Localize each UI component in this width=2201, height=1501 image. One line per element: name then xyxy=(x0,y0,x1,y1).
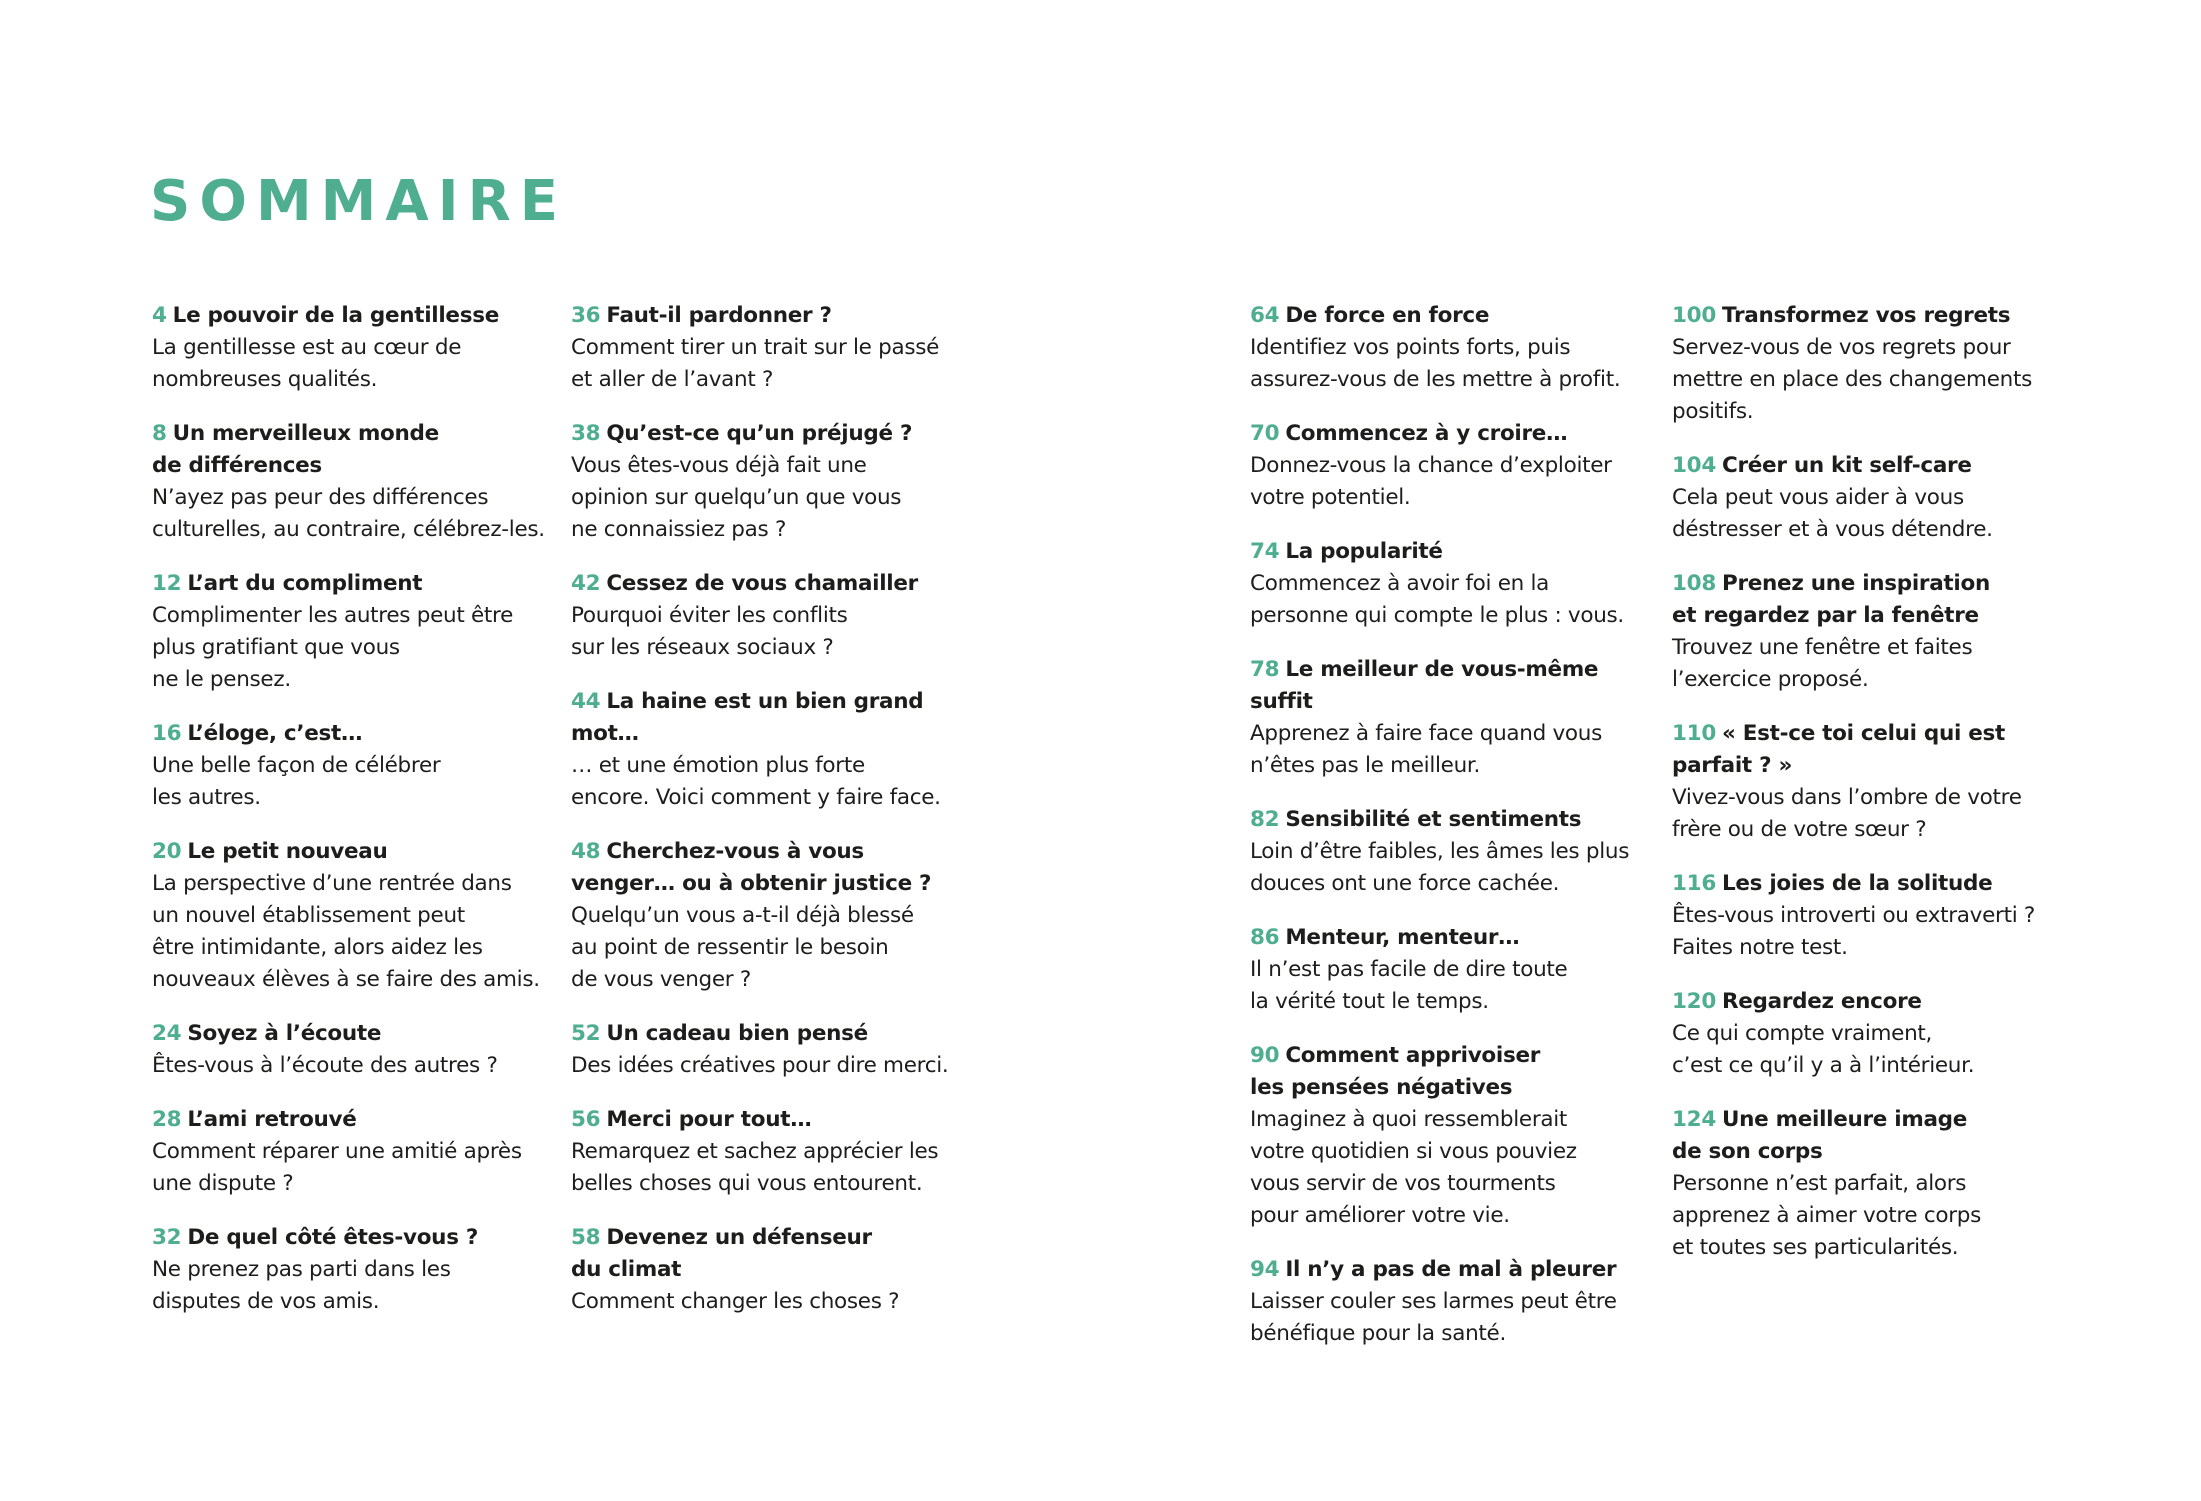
toc-entry xyxy=(152,1018,562,1082)
toc-entry xyxy=(571,568,981,664)
toc-entry xyxy=(1672,868,2082,964)
page-number: 4 xyxy=(152,303,167,328)
entry-description-line: Donnez-vous la chance d’exploiter xyxy=(1250,453,1612,478)
page-number: 58 xyxy=(571,1225,601,1250)
toc-entry xyxy=(1672,450,2082,546)
entry-title-line xyxy=(152,836,562,868)
entry-description-line: Vous êtes-vous déjà fait une xyxy=(571,453,867,478)
entry-title-line xyxy=(1672,450,2082,482)
page-number: 44 xyxy=(571,689,601,714)
entry-description-line: Des idées créatives pour dire merci. xyxy=(571,1053,949,1078)
entry-title-text: De force en force xyxy=(1285,303,1490,328)
page-number: 94 xyxy=(1250,1257,1280,1282)
page-number: 38 xyxy=(571,421,601,446)
entry-description-line: Apprenez à faire face quand vous xyxy=(1250,721,1603,746)
entry-description-line: positifs. xyxy=(1672,399,1754,424)
page-number: 12 xyxy=(152,571,182,596)
entry-title-text: Regardez encore xyxy=(1721,989,1922,1014)
entry-title-text: Transformez vos regrets xyxy=(1721,303,2011,328)
entry-title-text: Le meilleur de vous-même xyxy=(1285,657,1599,682)
entry-description-line: Trouvez une fenêtre et faites xyxy=(1672,635,1973,660)
entry-title-text: L’éloge, c’est… xyxy=(187,721,363,746)
entry-title-text: Comment apprivoiser xyxy=(1285,1043,1541,1068)
page-number: 110 xyxy=(1672,721,1716,746)
entry-description-line: ne connaissiez pas ? xyxy=(571,517,787,542)
entry-title-line xyxy=(571,868,981,900)
entry-title-line xyxy=(1250,654,1660,686)
entry-description-line: pour améliorer votre vie. xyxy=(1250,1203,1510,1228)
entry-title-text: « Est-ce toi celui qui est xyxy=(1721,721,2006,746)
page-number: 120 xyxy=(1672,989,1716,1014)
entry-title-line xyxy=(1250,1040,1660,1072)
entry-title-text: Un merveilleux monde xyxy=(172,421,439,446)
toc-entry xyxy=(1250,804,1660,900)
page-number: 8 xyxy=(152,421,167,446)
toc-entry xyxy=(571,418,981,546)
entry-title-text: La popularité xyxy=(1285,539,1443,564)
entry-title-line xyxy=(1250,1254,1660,1286)
entry-description-line: bénéfique pour la santé. xyxy=(1250,1321,1506,1346)
entry-title-text: La haine est un bien grand xyxy=(606,689,924,714)
entry-title-text: Les joies de la solitude xyxy=(1721,871,1993,896)
entry-description-line: Pourquoi éviter les conflits xyxy=(571,603,848,628)
toc-column-4 xyxy=(1672,300,2082,1286)
entry-description-line: Êtes-vous à l’écoute des autres ? xyxy=(152,1053,498,1078)
entry-title-line xyxy=(571,418,981,450)
entry-description-line: votre potentiel. xyxy=(1250,485,1411,510)
toc-entry xyxy=(1250,300,1660,396)
entry-title-line xyxy=(571,1254,981,1286)
toc-entry xyxy=(152,1104,562,1200)
entry-title-text: Menteur, menteur… xyxy=(1285,925,1520,950)
page-number: 36 xyxy=(571,303,601,328)
page-number: 24 xyxy=(152,1021,182,1046)
page-number: 116 xyxy=(1672,871,1716,896)
entry-title-line xyxy=(152,568,562,600)
entry-description-line: La gentillesse est au cœur de xyxy=(152,335,462,360)
toc-entry xyxy=(1672,1104,2082,1264)
toc-entry xyxy=(1672,568,2082,696)
toc-entry xyxy=(571,1222,981,1318)
entry-description-line: Comment changer les choses ? xyxy=(571,1289,900,1314)
entry-title-line xyxy=(1672,300,2082,332)
entry-description-line: c’est ce qu’il y a à l’intérieur. xyxy=(1672,1053,1975,1078)
entry-description-line: Identifiez vos points forts, puis xyxy=(1250,335,1571,360)
entry-description-line: de vous venger ? xyxy=(571,967,751,992)
entry-title-line xyxy=(571,568,981,600)
entry-description-line: Imaginez à quoi ressemblerait xyxy=(1250,1107,1568,1132)
entry-title-line xyxy=(152,418,562,450)
entry-title-text: de différences xyxy=(152,453,322,478)
toc-entry xyxy=(152,300,562,396)
entry-title-text: Soyez à l’écoute xyxy=(187,1021,382,1046)
page-number: 28 xyxy=(152,1107,182,1132)
toc-entry xyxy=(1250,1254,1660,1350)
entry-description-line: ne le pensez. xyxy=(152,667,291,692)
entry-title-line xyxy=(152,300,562,332)
entry-description-line: mettre en place des changements xyxy=(1672,367,2032,392)
page-number: 78 xyxy=(1250,657,1280,682)
entry-title-text: Une meilleure image xyxy=(1721,1107,1968,1132)
entry-title-line xyxy=(1672,718,2082,750)
entry-description-line: Complimenter les autres peut être xyxy=(152,603,514,628)
entry-description-line: belles choses qui vous entourent. xyxy=(571,1171,923,1196)
entry-description-line: encore. Voici comment y faire face. xyxy=(571,785,941,810)
entry-title-text: L’art du compliment xyxy=(187,571,423,596)
toc-entry xyxy=(571,686,981,814)
entry-title-text: et regardez par la fenêtre xyxy=(1672,603,1979,628)
toc-column-1 xyxy=(152,300,562,1340)
entry-title-text: Créer un kit self-care xyxy=(1721,453,1972,478)
entry-title-line xyxy=(571,1222,981,1254)
page-number: 56 xyxy=(571,1107,601,1132)
page-number: 90 xyxy=(1250,1043,1280,1068)
entry-description-line: n’êtes pas le meilleur. xyxy=(1250,753,1481,778)
entry-description-line: … et une émotion plus forte xyxy=(571,753,865,778)
entry-description-line: Comment réparer une amitié après xyxy=(152,1139,522,1164)
entry-description-line: Vivez-vous dans l’ombre de votre xyxy=(1672,785,2022,810)
entry-title-text: Le petit nouveau xyxy=(187,839,388,864)
entry-title-text: suffit xyxy=(1250,689,1313,714)
entry-description-line: une dispute ? xyxy=(152,1171,294,1196)
entry-title-line xyxy=(152,718,562,750)
entry-title-line xyxy=(152,450,562,482)
entry-title-line xyxy=(1250,922,1660,954)
entry-title-line xyxy=(571,1104,981,1136)
entry-title-line xyxy=(1250,804,1660,836)
entry-title-text: Un cadeau bien pensé xyxy=(606,1021,868,1046)
entry-title-text: Cessez de vous chamailler xyxy=(606,571,918,596)
entry-description-line: nombreuses qualités. xyxy=(152,367,378,392)
toc-entry xyxy=(1672,986,2082,1082)
toc-entry xyxy=(1250,654,1660,782)
entry-title-text: Qu’est-ce qu’un préjugé ? xyxy=(606,421,913,446)
page-number: 52 xyxy=(571,1021,601,1046)
entry-title-text: Il n’y a pas de mal à pleurer xyxy=(1285,1257,1617,1282)
entry-description-line: Êtes-vous introverti ou extraverti ? xyxy=(1672,903,2036,928)
entry-description-line: plus gratifiant que vous xyxy=(152,635,400,660)
entry-description-line: et aller de l’avant ? xyxy=(571,367,774,392)
entry-description-line: douces ont une force cachée. xyxy=(1250,871,1560,896)
entry-title-text: Merci pour tout… xyxy=(606,1107,812,1132)
entry-title-text: Le pouvoir de la gentillesse xyxy=(172,303,499,328)
page-number: 42 xyxy=(571,571,601,596)
toc-entry xyxy=(1672,300,2082,428)
entry-title-line xyxy=(571,686,981,718)
page-title: SOMMAIRE xyxy=(150,169,567,234)
entry-description-line: sur les réseaux sociaux ? xyxy=(571,635,834,660)
entry-description-line: Ce qui compte vraiment, xyxy=(1672,1021,1933,1046)
entry-title-text: parfait ? » xyxy=(1672,753,1793,778)
entry-title-text: Commencez à y croire… xyxy=(1285,421,1568,446)
entry-description-line: Quelqu’un vous a-t-il déjà blessé xyxy=(571,903,914,928)
entry-description-line: Servez-vous de vos regrets pour xyxy=(1672,335,2011,360)
entry-description-line: disputes de vos amis. xyxy=(152,1289,380,1314)
toc-entry xyxy=(1672,718,2082,846)
toc-entry xyxy=(152,836,562,996)
toc-entry xyxy=(571,300,981,396)
entry-description-line: Commencez à avoir foi en la xyxy=(1250,571,1550,596)
page-number: 16 xyxy=(152,721,182,746)
entry-title-line xyxy=(571,1018,981,1050)
entry-title-line xyxy=(1250,1072,1660,1104)
entry-title-line xyxy=(1672,750,2082,782)
toc-entry xyxy=(1250,536,1660,632)
entry-title-line xyxy=(152,1018,562,1050)
page-number: 32 xyxy=(152,1225,182,1250)
entry-title-text: les pensées négatives xyxy=(1250,1075,1513,1100)
toc-entry xyxy=(1250,418,1660,514)
toc-entry xyxy=(152,1222,562,1318)
entry-description-line: assurez-vous de les mettre à profit. xyxy=(1250,367,1621,392)
page-number: 70 xyxy=(1250,421,1280,446)
entry-description-line: Loin d’être faibles, les âmes les plus xyxy=(1250,839,1630,864)
entry-description-line: Il n’est pas facile de dire toute xyxy=(1250,957,1568,982)
entry-description-line: culturelles, au contraire, célébrez-les. xyxy=(152,517,545,542)
entry-title-text: Prenez une inspiration xyxy=(1721,571,1990,596)
entry-description-line: au point de ressentir le besoin xyxy=(571,935,889,960)
entry-description-line: Cela peut vous aider à vous xyxy=(1672,485,1964,510)
entry-title-line xyxy=(1672,1104,2082,1136)
toc-entry xyxy=(571,1018,981,1082)
entry-title-line xyxy=(1672,568,2082,600)
toc-entry xyxy=(152,418,562,546)
entry-description-line: un nouvel établissement peut xyxy=(152,903,465,928)
entry-title-text: Cherchez-vous à vous xyxy=(606,839,864,864)
entry-title-line xyxy=(152,1222,562,1254)
entry-description-line: vous servir de vos tourments xyxy=(1250,1171,1556,1196)
entry-title-line xyxy=(1672,868,2082,900)
entry-title-line xyxy=(1250,418,1660,450)
entry-description-line: Personne n’est parfait, alors xyxy=(1672,1171,1967,1196)
entry-description-line: les autres. xyxy=(152,785,261,810)
entry-title-line xyxy=(1672,986,2082,1018)
entry-title-line xyxy=(571,836,981,868)
entry-title-text: Faut-il pardonner ? xyxy=(606,303,832,328)
entry-title-text: mot… xyxy=(571,721,639,746)
entry-title-line xyxy=(1672,1136,2082,1168)
entry-title-line xyxy=(571,718,981,750)
entry-description-line: Ne prenez pas parti dans les xyxy=(152,1257,451,1282)
entry-description-line: et toutes ses particularités. xyxy=(1672,1235,1959,1260)
entry-description-line: la vérité tout le temps. xyxy=(1250,989,1489,1014)
entry-title-text: Devenez un défenseur xyxy=(606,1225,872,1250)
entry-title-line xyxy=(1250,300,1660,332)
toc-entry xyxy=(152,718,562,814)
page-number: 124 xyxy=(1672,1107,1716,1132)
entry-title-text: L’ami retrouvé xyxy=(187,1107,357,1132)
toc-column-2 xyxy=(571,300,981,1340)
entry-description-line: frère ou de votre sœur ? xyxy=(1672,817,1927,842)
entry-description-line: nouveaux élèves à se faire des amis. xyxy=(152,967,540,992)
entry-description-line: personne qui compte le plus : vous. xyxy=(1250,603,1624,628)
entry-description-line: être intimidante, alors aidez les xyxy=(152,935,483,960)
entry-title-line xyxy=(571,300,981,332)
entry-title-text: de son corps xyxy=(1672,1139,1823,1164)
entry-title-text: Sensibilité et sentiments xyxy=(1285,807,1582,832)
entry-description-line: apprenez à aimer votre corps xyxy=(1672,1203,1982,1228)
entry-description-line: l’exercice proposé. xyxy=(1672,667,1869,692)
page-number: 86 xyxy=(1250,925,1280,950)
page-number: 64 xyxy=(1250,303,1280,328)
page-number: 20 xyxy=(152,839,182,864)
entry-description-line: votre quotidien si vous pouviez xyxy=(1250,1139,1577,1164)
entry-description-line: Faites notre test. xyxy=(1672,935,1848,960)
page-number: 100 xyxy=(1672,303,1716,328)
entry-title-line xyxy=(1250,686,1660,718)
entry-title-text: du climat xyxy=(571,1257,682,1282)
entry-description-line: Remarquez et sachez apprécier les xyxy=(571,1139,939,1164)
toc-entry xyxy=(571,836,981,996)
entry-description-line: opinion sur quelqu’un que vous xyxy=(571,485,902,510)
toc-entry xyxy=(1250,922,1660,1018)
toc-entry xyxy=(152,568,562,696)
entry-title-line xyxy=(152,1104,562,1136)
entry-description-line: Comment tirer un trait sur le passé xyxy=(571,335,940,360)
entry-description-line: Laisser couler ses larmes peut être xyxy=(1250,1289,1617,1314)
page-number: 82 xyxy=(1250,807,1280,832)
entry-title-line xyxy=(1672,600,2082,632)
toc-entry xyxy=(1250,1040,1660,1232)
entry-title-text: De quel côté êtes-vous ? xyxy=(187,1225,479,1250)
entry-description-line: La perspective d’une rentrée dans xyxy=(152,871,512,896)
entry-description-line: déstresser et à vous détendre. xyxy=(1672,517,1993,542)
page-number: 108 xyxy=(1672,571,1716,596)
entry-description-line: N’ayez pas peur des différences xyxy=(152,485,489,510)
toc-entry xyxy=(571,1104,981,1200)
page-number: 74 xyxy=(1250,539,1280,564)
page-number: 48 xyxy=(571,839,601,864)
page-number: 104 xyxy=(1672,453,1716,478)
entry-description-line: Une belle façon de célébrer xyxy=(152,753,441,778)
toc-column-3 xyxy=(1250,300,1660,1372)
entry-title-line xyxy=(1250,536,1660,568)
entry-title-text: venger… ou à obtenir justice ? xyxy=(571,871,932,896)
